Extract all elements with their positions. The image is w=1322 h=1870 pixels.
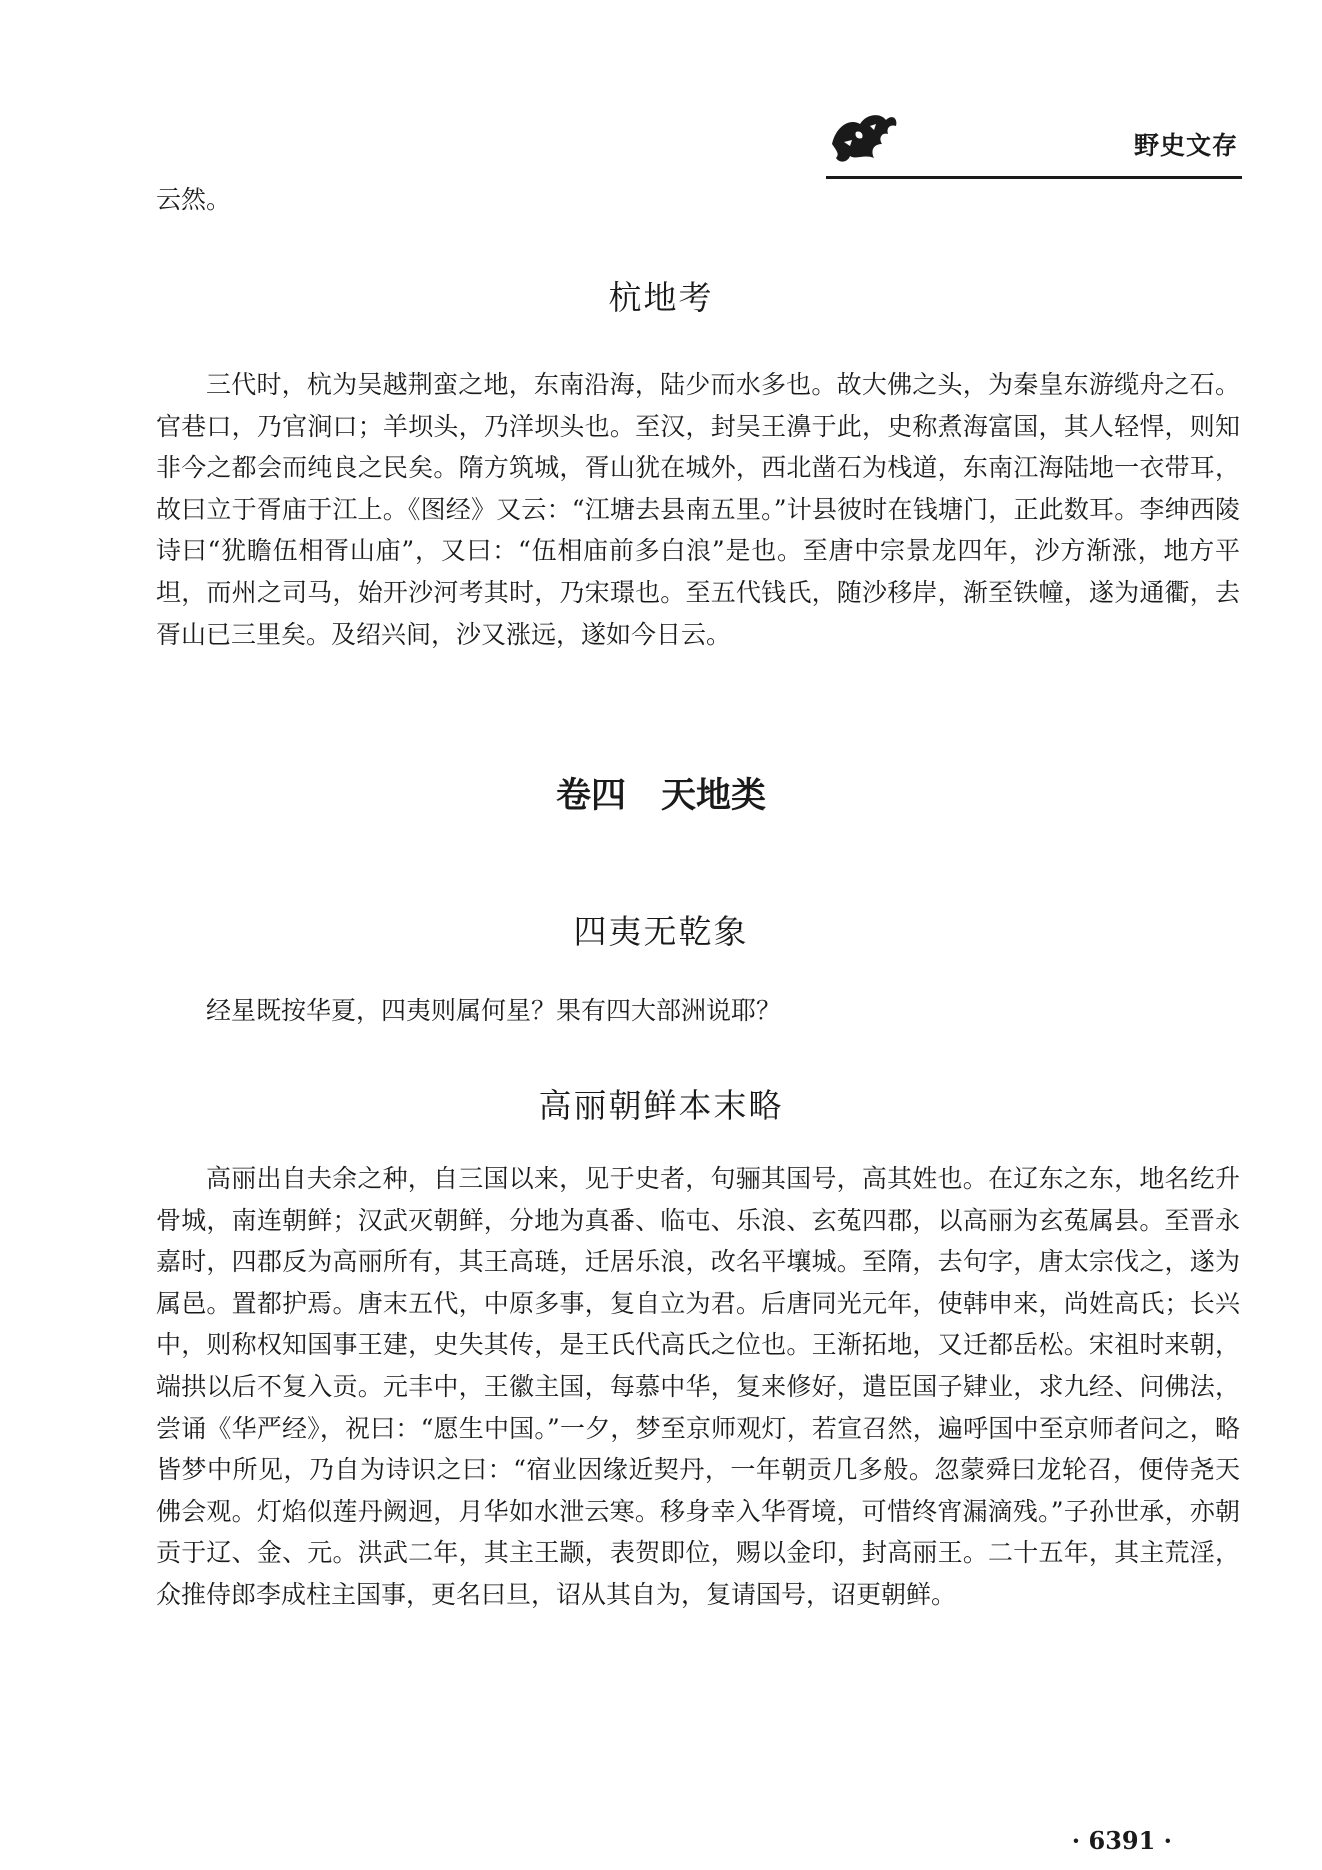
section-body-hangdikao: 三代时，杭为吴越荆蛮之地，东南沿海，陆少而水多也。故大佛之头，为秦皇东游缆舟之石。官巷口，乃官涧口；羊坝头，乃洋坝头也。至汉，封吴王濞于此，史称煮海富国，其人轻悍，则知非今之都会而纯良之民矣。隋方筑城，胥山犹在城外，西北凿石为栈道，东南江海陆地一衣带耳，故曰立于胥庙于江上。《图经》又云：“江塘去县南五里。”计县彼时在钱塘门，正此数耳。李绅西陵诗曰“犹瞻伍相胥山庙”，又曰：“伍相庙前多白浪”是也。至唐中宗景龙四年，沙方渐涨，地方平坦，而州之司马，始开沙河考其时，乃宋璟也。至五代钱氏，随沙移岸，渐至铁幢，遂为通衢，去胥山已三里矣。及绍兴间，沙又涨远，遂如今日云。 (156, 370, 1240, 649)
page-number: · 6391 · (1071, 1826, 1172, 1855)
section-body-gaoli: 高丽出自夫余之种，自三国以来，见于史者，句骊其国号，高其姓也。在辽东之东，地名纥升骨城，南连朝鲜；汉武灭朝鲜，分地为真番、临屯、乐浪、玄菟四郡，以高丽为玄菟属县。至晋永嘉时，四郡反为高丽所有，其王高琏，迁居乐浪，改名平壤城。至隋，去句字，唐太宗伐之，遂为属邑。置都护焉。唐末五代，中原多事，复自立为君。后唐同光元年，使韩申来，尚姓高氏；长兴中，则称权知国事王建，史失其传，是王氏代高氏之位也。王渐拓地，又迁都岳松。宋祖时来朝，端拱以后不复入贡。元丰中，王徽主国，每慕中华，复来修好，遣臣国子肄业，求九经、问佛法，尝诵《华严经》，祝曰：“愿生中国。”一夕，梦至京师观灯，若宣召然，遍呼国中至京师者问之，略皆梦中所见，乃自为诗识之曰：“宿业因缘近契丹，一年朝贡几多般。忽蒙舜曰龙轮召，便侍尧天佛会观。灯焰似莲丹阙迥，月华如水泄云寒。移身幸入华胥境，可惜终宵漏滴残。”子孙世承，亦朝贡于辽、金、元。洪武二年，其主王颛，表贺即位，赐以金印，封高丽王。二十五年，其主荒淫，众推侍郎李成柱主国事，更名曰旦，诏从其自为，复请国号，诏更朝鲜。 (156, 1164, 1240, 1609)
section-title-gaoli: 高丽朝鲜本末略 (538, 1086, 784, 1125)
section-title-siyi: 四夷无乾象 (573, 912, 749, 951)
header-divider (826, 176, 1242, 179)
continued-fragment: 云然。 (156, 185, 232, 214)
series-title: 野史文存 (1133, 131, 1238, 160)
section-title-hangdikao: 杭地考 (608, 278, 714, 317)
chapter-heading: 卷四 天地类 (555, 776, 766, 816)
section-body-siyi: 经星既按华夏，四夷则属何星？果有四大部洲说耶？ (206, 996, 782, 1025)
dragon-emblem-icon (826, 104, 902, 168)
